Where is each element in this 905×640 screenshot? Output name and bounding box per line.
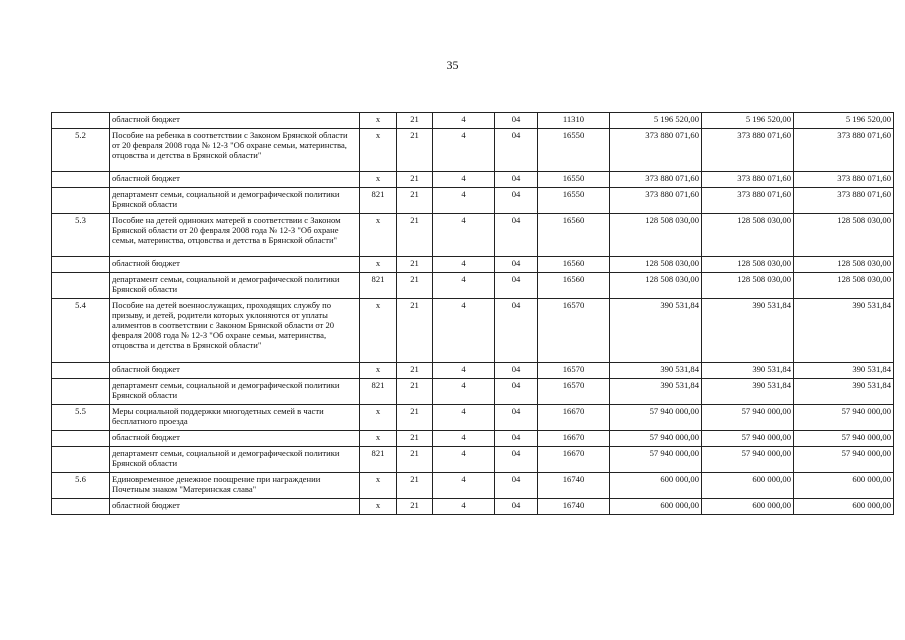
row-number-cell	[52, 113, 110, 129]
row-amount-2-cell: 373 880 071,60	[702, 172, 794, 188]
row-number-cell	[52, 273, 110, 299]
row-number-cell	[52, 188, 110, 214]
row-admin-cell: 821	[360, 188, 397, 214]
table-body	[52, 113, 894, 515]
row-admin-cell: 821	[360, 273, 397, 299]
row-amount-2-cell: 600 000,00	[702, 473, 794, 499]
row-number-cell	[52, 379, 110, 405]
row-amount-2-cell: 5 196 520,00	[702, 113, 794, 129]
row-admin-cell: x	[360, 405, 397, 431]
row-number-cell	[52, 363, 110, 379]
row-name-cell: департамент семьи, социальной и демографической политики Брянской области	[110, 188, 360, 214]
row-admin-cell: x	[360, 363, 397, 379]
row-admin-cell: 821	[360, 379, 397, 405]
table-row	[52, 405, 894, 431]
row-target-cell: 04	[495, 129, 538, 172]
row-amount-2-cell: 57 940 000,00	[702, 405, 794, 431]
row-amount-1-cell: 390 531,84	[610, 299, 702, 363]
row-subsection-cell: 4	[433, 447, 495, 473]
row-code-cell: 16550	[538, 129, 610, 172]
row-admin-cell: x	[360, 129, 397, 172]
row-number-cell: 5.6	[52, 473, 110, 499]
row-subsection-cell: 4	[433, 257, 495, 273]
row-admin-cell: x	[360, 431, 397, 447]
budget-table	[51, 112, 894, 515]
row-code-cell: 16560	[538, 273, 610, 299]
row-name-cell: департамент семьи, социальной и демографической политики Брянской области	[110, 273, 360, 299]
row-number-cell	[52, 172, 110, 188]
table-row	[52, 447, 894, 473]
row-code-cell: 16670	[538, 405, 610, 431]
row-target-cell: 04	[495, 363, 538, 379]
row-admin-cell: x	[360, 113, 397, 129]
row-target-cell: 04	[495, 257, 538, 273]
row-amount-2-cell: 373 880 071,60	[702, 129, 794, 172]
row-section-cell: 21	[397, 499, 433, 515]
row-name-cell: департамент семьи, социальной и демографической политики Брянской области	[110, 379, 360, 405]
row-number-cell: 5.4	[52, 299, 110, 363]
row-code-cell: 16550	[538, 172, 610, 188]
row-section-cell: 21	[397, 379, 433, 405]
row-admin-cell: x	[360, 214, 397, 257]
row-section-cell: 21	[397, 172, 433, 188]
table-row	[52, 113, 894, 129]
table-row	[52, 214, 894, 257]
row-number-cell	[52, 431, 110, 447]
table-row	[52, 431, 894, 447]
row-amount-1-cell: 57 940 000,00	[610, 431, 702, 447]
row-amount-1-cell: 57 940 000,00	[610, 447, 702, 473]
row-amount-1-cell: 128 508 030,00	[610, 257, 702, 273]
row-amount-3-cell: 600 000,00	[794, 499, 894, 515]
row-number-cell	[52, 257, 110, 273]
row-admin-cell: x	[360, 172, 397, 188]
row-amount-3-cell: 128 508 030,00	[794, 273, 894, 299]
row-name-cell: областной бюджет	[110, 257, 360, 273]
row-amount-1-cell: 128 508 030,00	[610, 214, 702, 257]
row-subsection-cell: 4	[433, 188, 495, 214]
row-amount-2-cell: 390 531,84	[702, 363, 794, 379]
row-code-cell: 16570	[538, 379, 610, 405]
row-target-cell: 04	[495, 299, 538, 363]
row-target-cell: 04	[495, 473, 538, 499]
row-amount-3-cell: 373 880 071,60	[794, 172, 894, 188]
row-section-cell: 21	[397, 363, 433, 379]
row-amount-1-cell: 128 508 030,00	[610, 273, 702, 299]
row-admin-cell: 821	[360, 447, 397, 473]
row-amount-1-cell: 373 880 071,60	[610, 172, 702, 188]
row-amount-2-cell: 390 531,84	[702, 379, 794, 405]
row-admin-cell: x	[360, 257, 397, 273]
row-section-cell: 21	[397, 129, 433, 172]
row-subsection-cell: 4	[433, 214, 495, 257]
row-target-cell: 04	[495, 379, 538, 405]
row-admin-cell: x	[360, 473, 397, 499]
row-amount-2-cell: 373 880 071,60	[702, 188, 794, 214]
row-subsection-cell: 4	[433, 363, 495, 379]
row-name-cell: Единовременное денежное поощрение при награждении Почетным знаком "Материнская слава"	[110, 473, 360, 499]
row-name-cell: областной бюджет	[110, 172, 360, 188]
row-code-cell: 16570	[538, 363, 610, 379]
row-amount-3-cell: 57 940 000,00	[794, 405, 894, 431]
row-amount-2-cell: 600 000,00	[702, 499, 794, 515]
row-number-cell	[52, 447, 110, 473]
table-row	[52, 363, 894, 379]
row-section-cell: 21	[397, 447, 433, 473]
row-name-cell: департамент семьи, социальной и демографической политики Брянской области	[110, 447, 360, 473]
table-row	[52, 188, 894, 214]
row-subsection-cell: 4	[433, 113, 495, 129]
table-row	[52, 273, 894, 299]
row-amount-3-cell: 373 880 071,60	[794, 188, 894, 214]
row-amount-1-cell: 600 000,00	[610, 499, 702, 515]
row-name-cell: областной бюджет	[110, 113, 360, 129]
row-subsection-cell: 4	[433, 431, 495, 447]
row-target-cell: 04	[495, 273, 538, 299]
row-target-cell: 04	[495, 188, 538, 214]
row-section-cell: 21	[397, 273, 433, 299]
row-target-cell: 04	[495, 447, 538, 473]
row-name-cell: областной бюджет	[110, 363, 360, 379]
row-amount-2-cell: 128 508 030,00	[702, 214, 794, 257]
row-amount-3-cell: 390 531,84	[794, 379, 894, 405]
row-section-cell: 21	[397, 214, 433, 257]
row-section-cell: 21	[397, 405, 433, 431]
table-row	[52, 379, 894, 405]
table-row	[52, 129, 894, 172]
row-target-cell: 04	[495, 172, 538, 188]
row-name-cell: Пособие на ребенка в соответствии с Законом Брянской области от 20 февраля 2008 года № 12-З "Об охране семьи, материнства, отцовства и детства в Брянской области"	[110, 129, 360, 172]
row-number-cell	[52, 499, 110, 515]
row-number-cell: 5.3	[52, 214, 110, 257]
row-code-cell: 16670	[538, 447, 610, 473]
row-amount-1-cell: 600 000,00	[610, 473, 702, 499]
row-code-cell: 16560	[538, 214, 610, 257]
row-amount-3-cell: 373 880 071,60	[794, 129, 894, 172]
row-code-cell: 11310	[538, 113, 610, 129]
page-number: 35	[446, 58, 459, 72]
row-section-cell: 21	[397, 257, 433, 273]
table-row	[52, 473, 894, 499]
row-subsection-cell: 4	[433, 273, 495, 299]
row-amount-3-cell: 5 196 520,00	[794, 113, 894, 129]
row-code-cell: 16570	[538, 299, 610, 363]
row-subsection-cell: 4	[433, 405, 495, 431]
row-subsection-cell: 4	[433, 379, 495, 405]
table-row	[52, 172, 894, 188]
row-subsection-cell: 4	[433, 129, 495, 172]
row-section-cell: 21	[397, 299, 433, 363]
row-amount-3-cell: 128 508 030,00	[794, 257, 894, 273]
row-name-cell: Меры социальной поддержки многодетных семей в части бесплатного проезда	[110, 405, 360, 431]
row-target-cell: 04	[495, 405, 538, 431]
row-target-cell: 04	[495, 113, 538, 129]
row-admin-cell: x	[360, 499, 397, 515]
row-target-cell: 04	[495, 499, 538, 515]
row-amount-1-cell: 57 940 000,00	[610, 405, 702, 431]
row-amount-1-cell: 5 196 520,00	[610, 113, 702, 129]
row-subsection-cell: 4	[433, 473, 495, 499]
row-amount-2-cell: 390 531,84	[702, 299, 794, 363]
row-code-cell: 16740	[538, 499, 610, 515]
row-code-cell: 16560	[538, 257, 610, 273]
row-code-cell: 16670	[538, 431, 610, 447]
row-amount-3-cell: 128 508 030,00	[794, 214, 894, 257]
row-amount-3-cell: 57 940 000,00	[794, 431, 894, 447]
table-row	[52, 299, 894, 363]
row-amount-3-cell: 600 000,00	[794, 473, 894, 499]
row-number-cell: 5.2	[52, 129, 110, 172]
row-amount-3-cell: 57 940 000,00	[794, 447, 894, 473]
row-subsection-cell: 4	[433, 172, 495, 188]
row-target-cell: 04	[495, 431, 538, 447]
row-amount-1-cell: 390 531,84	[610, 379, 702, 405]
row-target-cell: 04	[495, 214, 538, 257]
row-amount-2-cell: 128 508 030,00	[702, 257, 794, 273]
row-name-cell: Пособие на детей военнослужащих, проходящих службу по призыву, и детей, родители которых уклоняются от уплаты алиментов в соответствии с Законом Брянской области от 20 февраля 2008 года № 12-З "Об охране семьи, материнства, отцовства и детства в Брянской области"	[110, 299, 360, 363]
row-name-cell: Пособие на детей одиноких матерей в соответствии с Законом Брянской области от 20 февраля 2008 года № 12-З "Об охране семьи, материнства, отцовства и детства в Брянской области"	[110, 214, 360, 257]
row-code-cell: 16550	[538, 188, 610, 214]
row-name-cell: областной бюджет	[110, 499, 360, 515]
row-amount-2-cell: 128 508 030,00	[702, 273, 794, 299]
row-number-cell: 5.5	[52, 405, 110, 431]
row-amount-1-cell: 373 880 071,60	[610, 188, 702, 214]
row-section-cell: 21	[397, 473, 433, 499]
row-code-cell: 16740	[538, 473, 610, 499]
table-row	[52, 257, 894, 273]
row-amount-2-cell: 57 940 000,00	[702, 431, 794, 447]
row-amount-1-cell: 390 531,84	[610, 363, 702, 379]
row-section-cell: 21	[397, 431, 433, 447]
row-subsection-cell: 4	[433, 299, 495, 363]
row-section-cell: 21	[397, 188, 433, 214]
row-section-cell: 21	[397, 113, 433, 129]
row-amount-2-cell: 57 940 000,00	[702, 447, 794, 473]
row-subsection-cell: 4	[433, 499, 495, 515]
row-admin-cell: x	[360, 299, 397, 363]
row-amount-1-cell: 373 880 071,60	[610, 129, 702, 172]
row-name-cell: областной бюджет	[110, 431, 360, 447]
table-row	[52, 499, 894, 515]
row-amount-3-cell: 390 531,84	[794, 299, 894, 363]
row-amount-3-cell: 390 531,84	[794, 363, 894, 379]
